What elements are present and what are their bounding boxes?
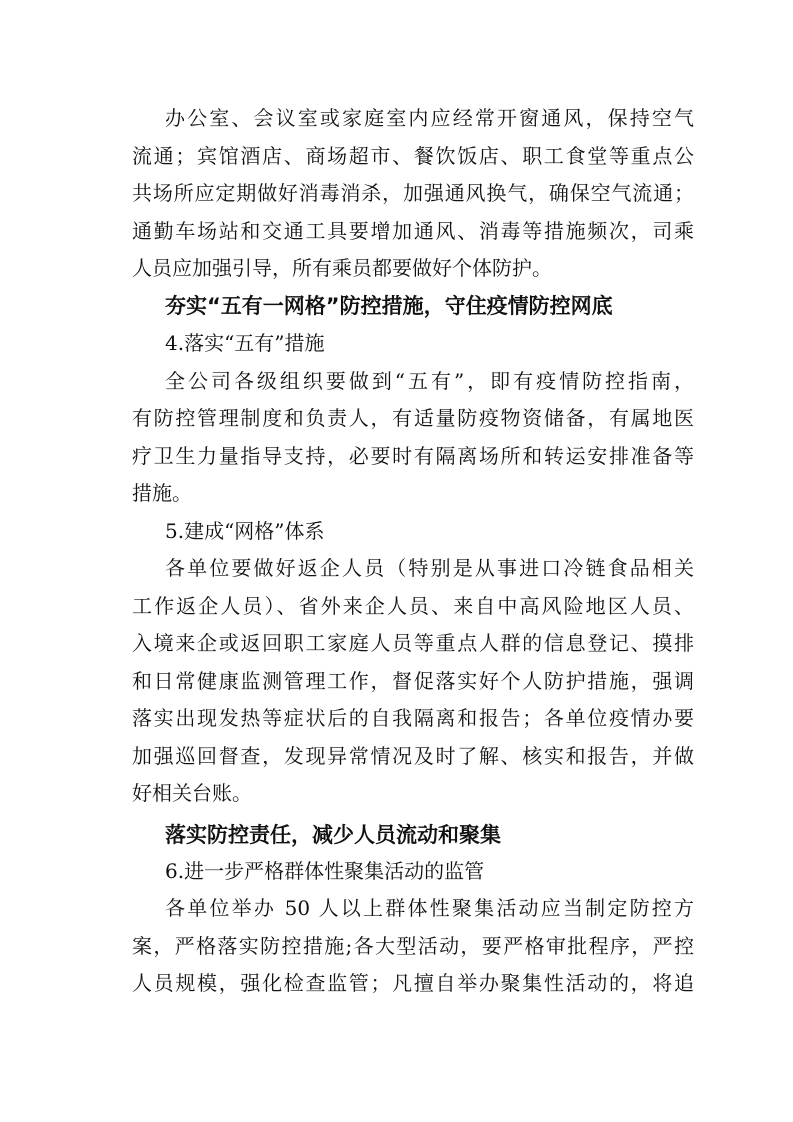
subheading: 4.落实“五有”措施 xyxy=(165,331,325,355)
text-line: 人员应加强引导，所有乘员都要做好个体防护。 xyxy=(132,256,552,280)
subheading: 6.进一步严格群体性聚集活动的监管 xyxy=(165,858,485,883)
text-line: 办公室、会议室或家庭室内应经常开窗通风，保持空气 xyxy=(165,106,694,130)
text-line: 和日常健康监测管理工作，督促落实好个人防护措施，强调 xyxy=(132,668,694,693)
text-line: 人员规模，强化检查监管；凡擅自举办聚集性活动的，将追 xyxy=(132,971,694,995)
text-line: 好相关台账。 xyxy=(132,781,252,805)
text-line: 疗卫生力量指导支持，必要时有隔离场所和转运安排准备等 xyxy=(132,443,694,468)
subheading: 5.建成“网格”体系 xyxy=(165,518,325,543)
text-line: 案，严格落实防控措施;各大型活动，要严格审批程序，严控 xyxy=(132,933,694,958)
text-line: 有防控管理制度和负责人，有适量防疫物资储备，有属地医 xyxy=(132,406,694,430)
text-line: 工作返企人员）、省外来企人员、来自中高风险地区人员、 xyxy=(132,593,694,618)
text-line: 各单位要做好返企人员（特别是从事进口冷链食品相关 xyxy=(165,556,694,580)
text-line: 各单位举办 50 人以上群体性聚集活动应当制定防控方 xyxy=(165,896,694,920)
text-line: 加强巡回督查，发现异常情况及时了解、核实和报告，并做 xyxy=(132,743,694,768)
text-line: 共场所应定期做好消毒消杀，加强通风换气，确保空气流通； xyxy=(132,181,694,205)
text-line: 通勤车场站和交通工具要增加通风、消毒等措施频次，司乘 xyxy=(132,218,694,243)
text-line: 落实出现发热等症状后的自我隔离和报告；各单位疫情办要 xyxy=(132,706,694,730)
text-line: 流通；宾馆酒店、商场超市、餐饮饭店、职工食堂等重点公 xyxy=(132,143,694,168)
section-heading: 落实防控责任，减少人员流动和聚集 xyxy=(165,822,501,847)
document-page xyxy=(132,100,694,1003)
text-line: 措施。 xyxy=(132,481,192,505)
text-line: 入境来企或返回职工家庭人员等重点人群的信息登记、摸排 xyxy=(132,631,694,655)
text-line: 全公司各级组织要做到“五有”，即有疫情防控指南， xyxy=(165,368,694,393)
section-heading: 夯实“五有一网格”防控措施，守住疫情防控网底 xyxy=(165,293,613,318)
